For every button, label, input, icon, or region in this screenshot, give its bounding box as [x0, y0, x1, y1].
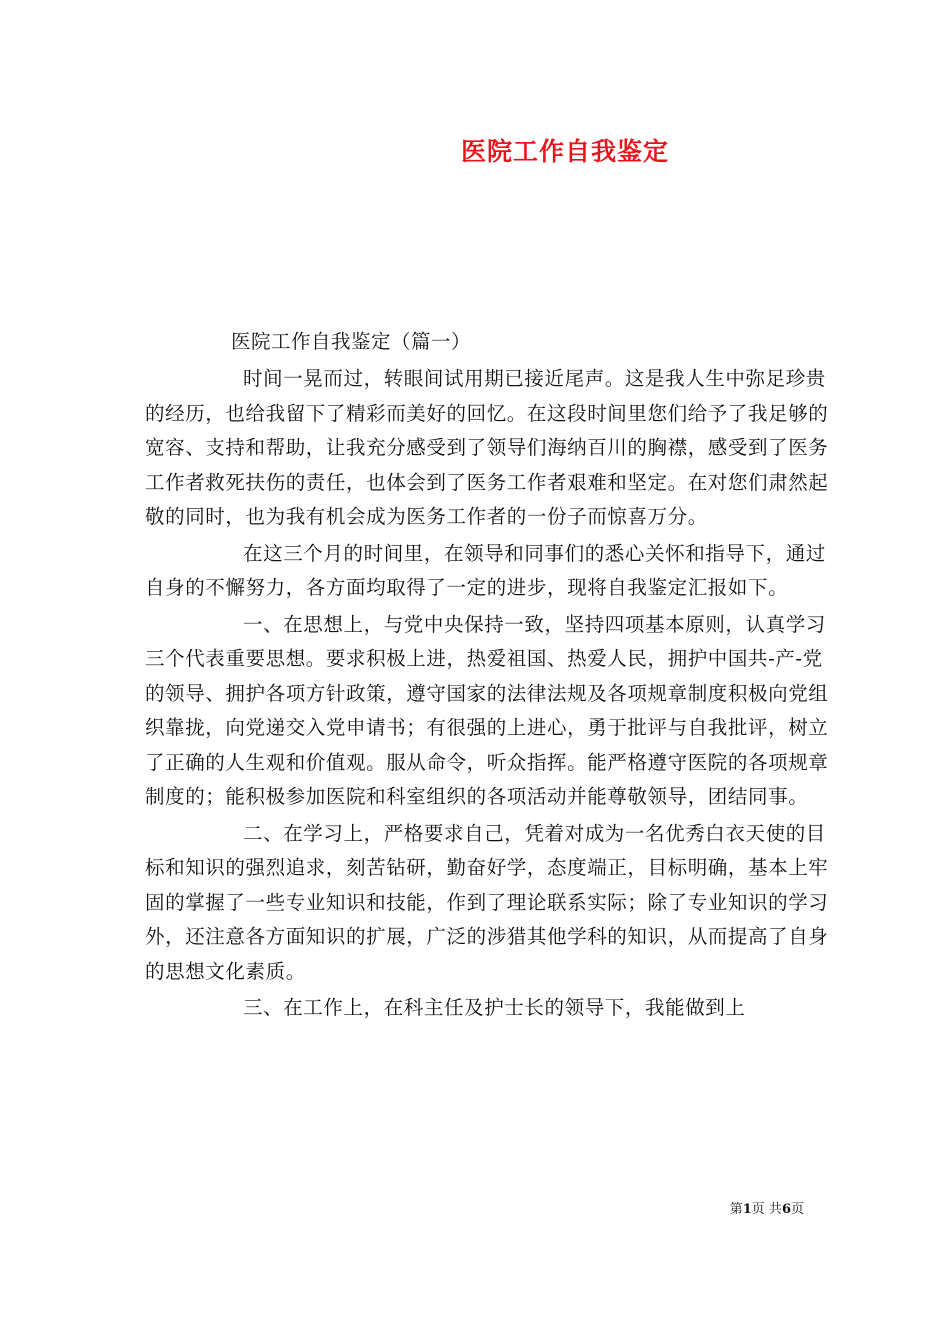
paragraph-1: 时间一晃而过，转眼间试用期已接近尾声。这是我人生中弥足珍贵的经历，也给我留下了精彩而美好的回忆。在这段时间里您们给予了我足够的宽容、支持和帮助，让我充分感受到了领导们海纳百川的胸襟，感受到了医务工作者救死扶伤的责任，也体会到了医务工作者艰难和坚定。在对您们肃然起敬的同时，也为我有机会成为医务工作者的一份子而惊喜万分。: [145, 367, 829, 528]
footer-current-page: 1: [742, 1202, 752, 1217]
document-body: [145, 324, 835, 1028]
footer-suffix: 页: [790, 1202, 804, 1217]
footer-prefix: 第: [729, 1202, 743, 1217]
page-footer: [0, 1200, 950, 1220]
footer-total-pages: 6: [781, 1202, 791, 1217]
footer-middle: 页 共: [751, 1202, 782, 1217]
document-title: 医院工作自我鉴定: [460, 137, 669, 166]
section-heading: 医院工作自我鉴定（篇一）: [231, 330, 472, 353]
paragraph-4: 二、在学习上，严格要求自己，凭着对成为一名优秀白衣天使的目标和知识的强烈追求，刻苦钻研，勤奋好学，态度端正，目标明确，基本上牢固的掌握了一些专业知识和技能，作到了理论联系实际；除了专业知识的学习外，还注意各方面知识的扩展，广泛的涉猎其他学科的知识，从而提高了自身的思想文化素质。: [145, 821, 829, 983]
paragraph-3: 一、在思想上，与党中央保持一致，坚持四项基本原则，认真学习三个代表重要思想。要求积极上进，热爱祖国、热爱人民，拥护中国共-产-党的领导、拥护各项方针政策，遵守国家的法律法规及各项规章制度积极向党组织靠拢，向党递交入党申请书；有很强的上进心，勇于批评与自我批评，树立了正确的人生观和价值观。服从命令，听众指挥。能严格遵守医院的各项规章制度的；能积极参加医院和科室组织的各项活动并能尊敬领导，团结同事。: [145, 612, 829, 808]
paragraph-2: 在这三个月的时间里，在领导和同事们的悉心关怀和指导下，通过自身的不懈努力，各方面均取得了一定的进步，现将自我鉴定汇报如下。: [145, 541, 826, 599]
paragraph-5: 三、在工作上，在科主任及护士长的领导下，我能做到上: [243, 996, 746, 1019]
